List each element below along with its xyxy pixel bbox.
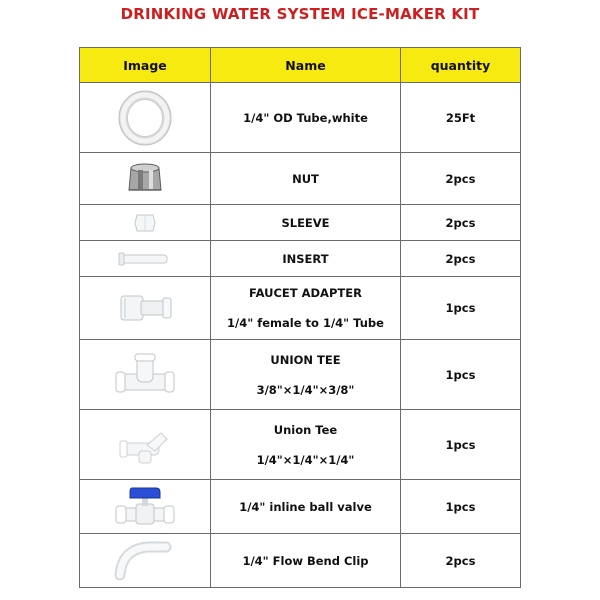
image-cell — [80, 241, 211, 277]
union-tee-icon — [114, 352, 176, 398]
faucet-adapter-icon — [115, 288, 175, 328]
image-cell — [80, 410, 211, 480]
item-name-line1: UNION TEE — [270, 352, 341, 367]
table-row — [80, 241, 521, 277]
quantity-cell: 1pcs — [401, 480, 521, 534]
header-quantity: quantity — [401, 48, 521, 83]
name-cell — [211, 205, 401, 241]
image-cell — [80, 340, 211, 410]
item-name: 1/4" Flow Bend Clip — [242, 553, 369, 568]
item-name-line2: 1/4" female to 1/4" Tube — [227, 316, 384, 330]
quantity-cell: 1pcs — [401, 340, 521, 410]
name-cell — [211, 153, 401, 205]
quantity-cell: 1pcs — [401, 277, 521, 340]
name-cell — [211, 534, 401, 588]
item-name: NUT — [292, 171, 319, 186]
sleeve-icon — [132, 211, 158, 235]
table-row — [80, 410, 521, 480]
table-row — [80, 205, 521, 241]
quantity-cell: 2pcs — [401, 205, 521, 241]
quantity-cell: 2pcs — [401, 534, 521, 588]
table-row — [80, 534, 521, 588]
item-name: 1/4" inline ball valve — [239, 499, 372, 514]
item-name-line1: FAUCET ADAPTER — [249, 286, 362, 300]
item-name: INSERT — [282, 251, 329, 266]
image-cell — [80, 205, 211, 241]
tube-coil-icon — [115, 90, 175, 146]
name-cell — [211, 277, 401, 340]
union-tee-small-icon — [117, 425, 173, 465]
name-cell — [211, 83, 401, 153]
insert-icon — [117, 250, 173, 268]
image-cell — [80, 480, 211, 534]
item-name-line2: 3/8"×1/4"×3/8" — [256, 382, 355, 397]
hex-nut-icon — [125, 160, 165, 198]
page-title: DRINKING WATER SYSTEM ICE-MAKER KIT — [120, 5, 480, 23]
table-row — [80, 480, 521, 534]
image-cell — [80, 153, 211, 205]
image-cell — [80, 534, 211, 588]
table-row — [80, 153, 521, 205]
name-cell — [211, 410, 401, 480]
header-name: Name — [211, 48, 401, 83]
image-cell — [80, 83, 211, 153]
name-cell — [211, 241, 401, 277]
name-cell — [211, 340, 401, 410]
kit-table — [79, 47, 521, 588]
table-row — [80, 83, 521, 153]
item-name: SLEEVE — [281, 215, 330, 230]
ball-valve-icon — [114, 484, 176, 530]
quantity-cell: 1pcs — [401, 410, 521, 480]
item-name: 1/4" OD Tube,white — [243, 110, 368, 125]
table-row — [80, 277, 521, 340]
table-row — [80, 340, 521, 410]
quantity-cell: 2pcs — [401, 241, 521, 277]
header-image: Image — [80, 48, 211, 83]
bend-clip-icon — [114, 541, 176, 581]
quantity-cell: 2pcs — [401, 153, 521, 205]
quantity-cell: 25Ft — [401, 83, 521, 153]
item-name-line1: Union Tee — [273, 422, 338, 437]
item-name-line2: 1/4"×1/4"×1/4" — [256, 452, 355, 467]
table-header-row — [80, 48, 521, 83]
name-cell — [211, 480, 401, 534]
image-cell — [80, 277, 211, 340]
